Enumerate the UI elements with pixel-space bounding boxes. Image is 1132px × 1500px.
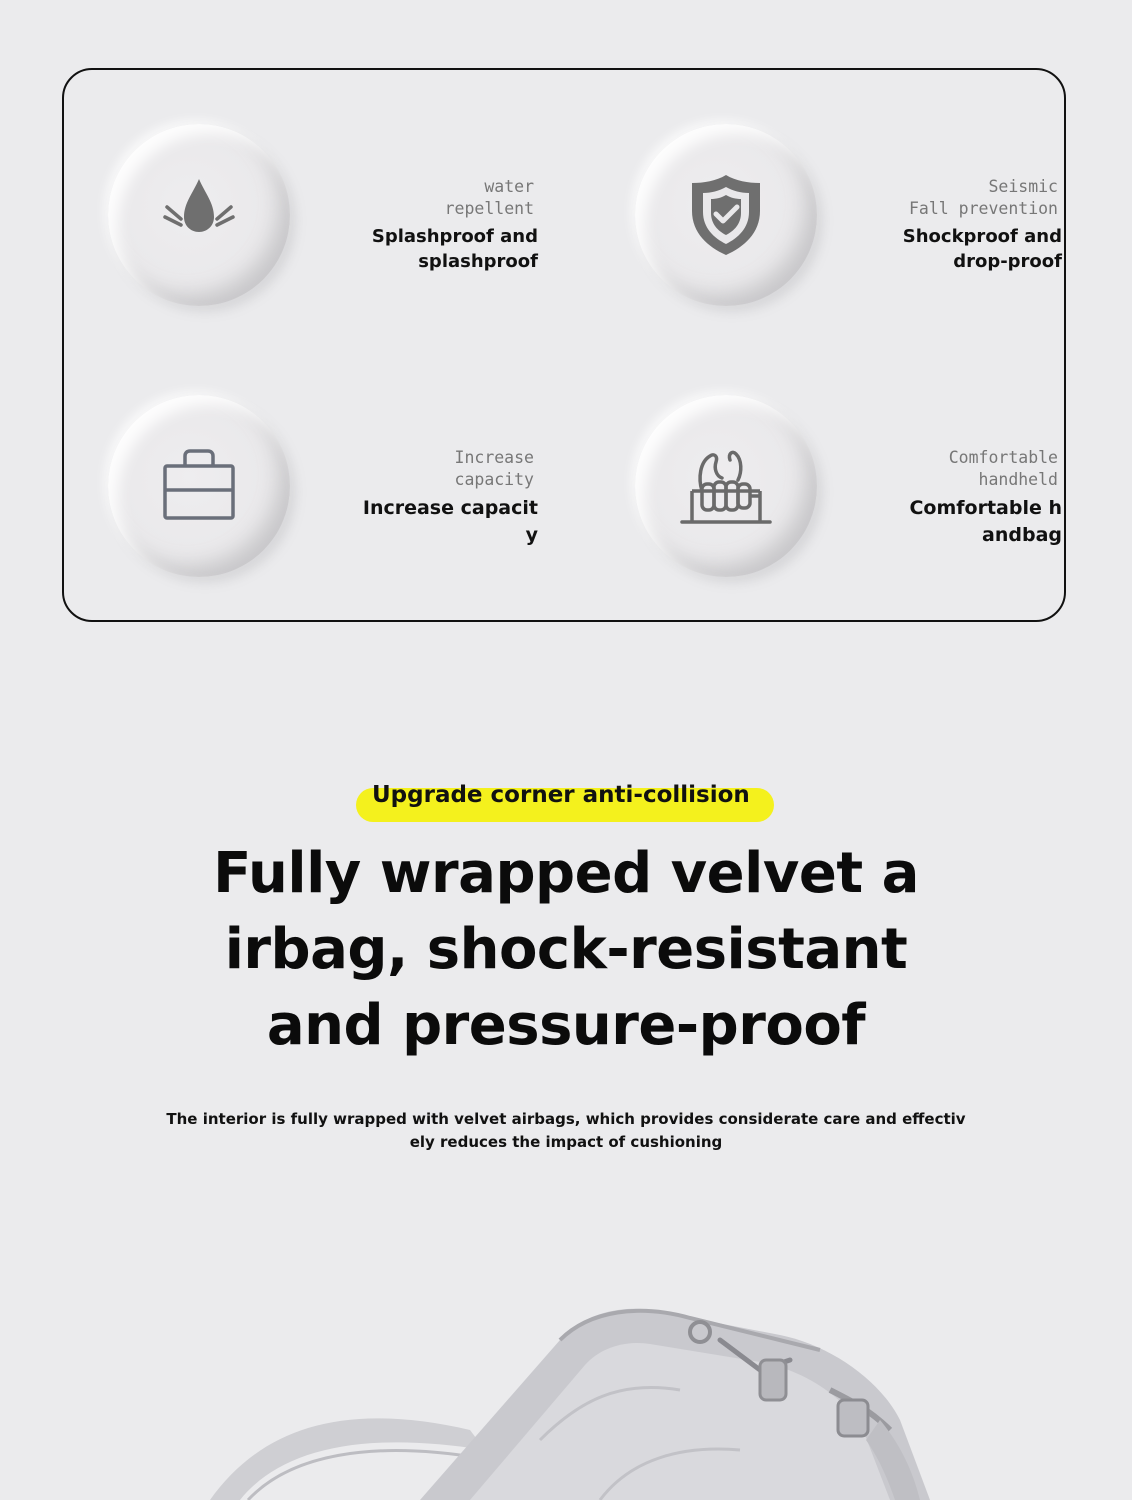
briefcase-icon xyxy=(149,436,249,536)
highlight-tag-label: Upgrade corner anti-collision xyxy=(372,782,750,808)
icon-disc xyxy=(635,395,817,577)
feature-subtitle: Seismic Fall prevention xyxy=(908,177,1058,218)
feature-subtitle: Comfortable handheld xyxy=(948,448,1058,489)
feature-text xyxy=(308,447,538,549)
feature-title: Comfortable h andbag xyxy=(909,497,1062,546)
feature-panel xyxy=(62,68,1066,622)
feature-handheld xyxy=(635,395,1065,585)
feature-subtitle: water repellent xyxy=(444,177,534,218)
laptop-bag-image xyxy=(0,1280,1132,1500)
icon-disc xyxy=(108,124,290,306)
shield-check-icon xyxy=(676,165,776,265)
feature-title: Splashproof and splashproof xyxy=(371,226,538,272)
headline: Fully wrapped velvet a irbag, shock-resistant and pressure-proof xyxy=(213,841,919,1058)
highlight-tag xyxy=(356,778,774,822)
feature-capacity xyxy=(108,395,538,585)
feature-splashproof xyxy=(108,124,538,314)
description: The interior is fully wrapped with velvet airbags, which provides considerate care and effectiv ely reduces the impact of cushioning xyxy=(166,1110,966,1151)
feature-title: Shockproof and drop-proof xyxy=(902,226,1062,272)
feature-text xyxy=(832,447,1062,549)
icon-disc xyxy=(108,395,290,577)
icon-disc xyxy=(635,124,817,306)
hand-grip-icon xyxy=(676,436,776,536)
feature-text xyxy=(308,176,538,274)
water-drop-icon xyxy=(149,165,249,265)
feature-title: Increase capacit y xyxy=(362,497,538,546)
feature-subtitle: Increase capacity xyxy=(454,448,534,489)
feature-shockproof xyxy=(635,124,1065,314)
feature-text xyxy=(832,176,1062,274)
